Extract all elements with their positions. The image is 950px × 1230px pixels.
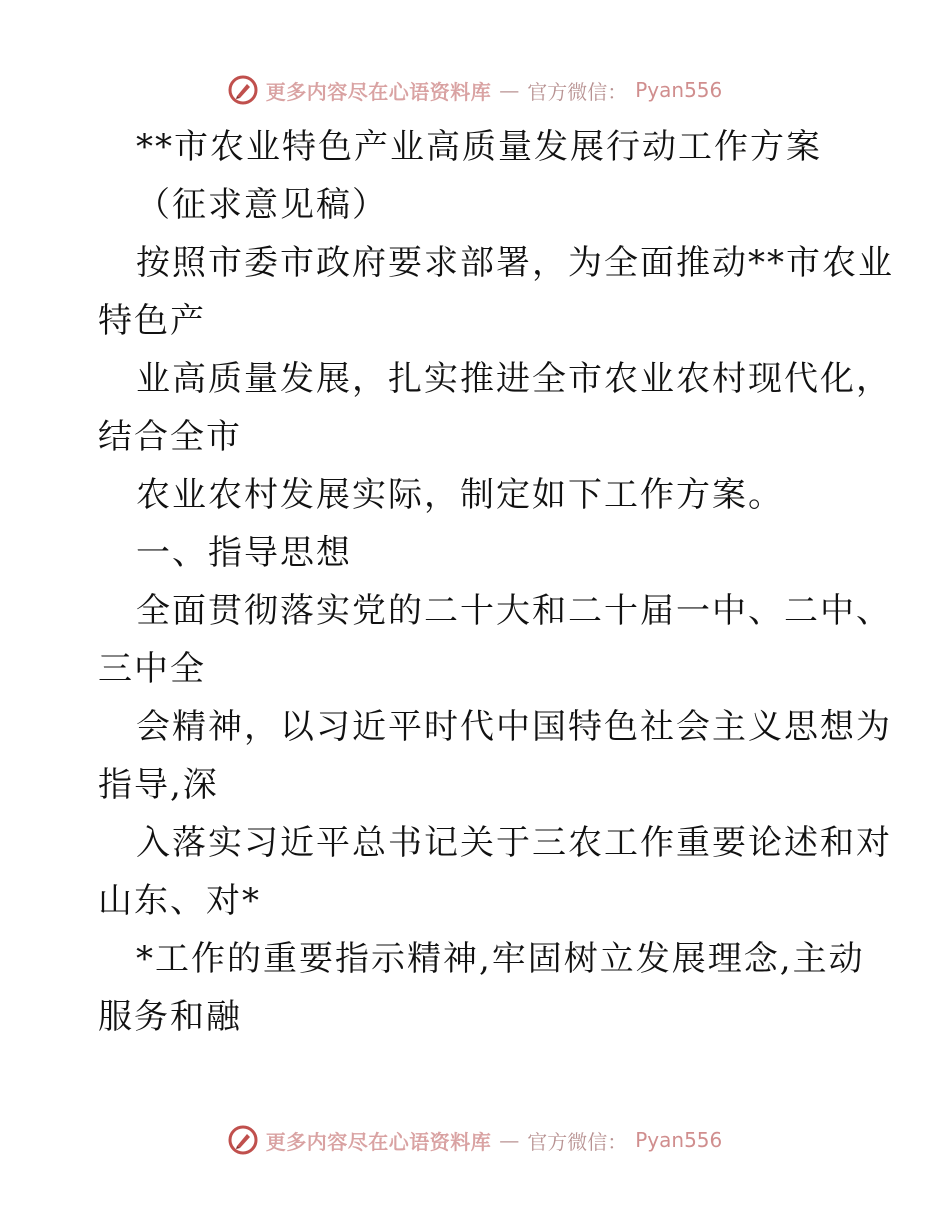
doc-line: *工作的重要指示精神,牢固树立发展理念,主动: [136, 939, 865, 979]
watermark-separator: —: [499, 78, 520, 102]
doc-line: 全面贯彻落实党的二十大和二十届一中、二中、: [136, 591, 892, 631]
section-heading: 一、指导思想: [136, 533, 352, 573]
watermark-text: 更多内容尽在心语资料库: [265, 79, 492, 104]
doc-line: 入落实习近平总书记关于三农工作重要论述和对: [136, 823, 892, 863]
doc-line: 会精神，以习近平时代中国特色社会主义思想为: [136, 707, 892, 747]
watermark-contact-id: Pyan556: [635, 78, 723, 102]
doc-line: 业高质量发展，扎实推进全市农业农村现代化，: [136, 359, 892, 399]
doc-line: 三中全: [98, 649, 206, 689]
pen-logo-icon: [228, 1125, 258, 1155]
doc-line: 山东、对*: [98, 881, 261, 921]
doc-subtitle: （征求意见稿）: [136, 185, 388, 225]
doc-line: 按照市委市政府要求部署，为全面推动**市农业: [136, 243, 894, 283]
document-body: [98, 118, 894, 1046]
watermark-separator: —: [499, 1128, 520, 1152]
watermark-banner-bottom: [0, 1120, 950, 1160]
doc-title: **市农业特色产业高质量发展行动工作方案: [136, 127, 822, 167]
watermark-contact-id: Pyan556: [635, 1128, 723, 1152]
watermark-contact-label: 官方微信：: [527, 79, 628, 104]
doc-line: 服务和融: [98, 997, 242, 1037]
pen-logo-icon: [228, 75, 258, 105]
watermark-text: 更多内容尽在心语资料库: [265, 1129, 492, 1154]
doc-line: 特色产: [98, 301, 206, 341]
watermark-contact-label: 官方微信：: [527, 1129, 628, 1154]
doc-line: 农业农村发展实际，制定如下工作方案。: [136, 475, 784, 515]
watermark-banner-top: [0, 70, 950, 110]
doc-line: 指导,深: [98, 765, 219, 805]
doc-line: 结合全市: [98, 417, 242, 457]
